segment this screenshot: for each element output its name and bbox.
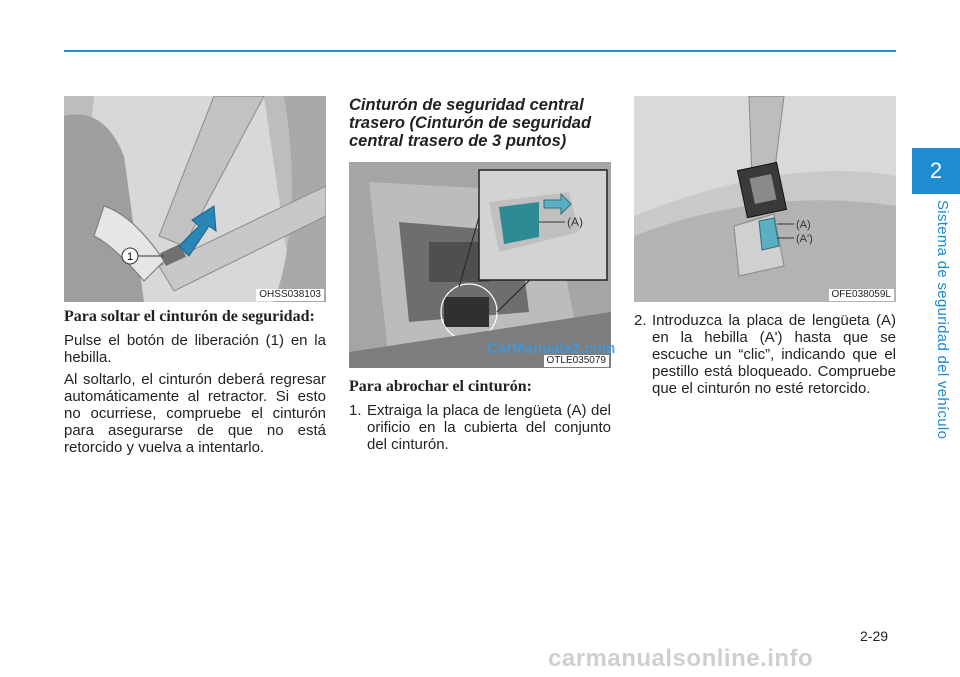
figure-center-belt [349, 162, 611, 368]
figure-belt-release [64, 96, 326, 302]
column-center-belt [349, 96, 611, 453]
section-heading: Cinturón de seguridad central trasero (Cinturón de seguridad central trasero de 3 puntos) [349, 96, 592, 150]
label-a: (A) [796, 219, 811, 231]
column-release [64, 96, 326, 461]
figure-code: OHSS038103 [256, 289, 324, 301]
header-rule [64, 50, 896, 52]
paragraph: Pulse el botón de liberación (1) en la hebilla. [64, 332, 326, 366]
page-number: 2-29 [860, 628, 889, 644]
label-a: (A) [567, 215, 583, 229]
paragraph: Al soltarlo, el cinturón deberá regresar automáticamente al retractor. Si esto no ocurriese, compruebe el cinturón para asegurarse de que no está retorcido y vuelva a intentarlo. [64, 371, 326, 456]
figure-code: OTLE035079 [544, 355, 610, 367]
buckle-illustration [634, 96, 896, 302]
chapter-number: 2 [929, 158, 943, 183]
chapter-tab [912, 148, 960, 194]
figure-buckle [634, 96, 896, 302]
step-number: 1. [349, 402, 362, 419]
watermark-carmanuals2: CarManuals2.com [487, 340, 616, 357]
sub-heading: Para abrochar el cinturón: [349, 378, 532, 395]
belt-release-illustration [64, 96, 326, 302]
callout-1: 1 [126, 251, 134, 263]
chapter-title: Sistema de seguridad del vehículo [934, 200, 951, 440]
step-text: Extraiga la placa de lengüeta (A) del orificio en la cubierta del conjunto del cinturón. [367, 402, 611, 453]
step-text: Introduzca la placa de lengüeta (A) en la hebilla (A') hasta que se escuche un “clic”, indicando que el pestillo está bloqueado. Compruebe que el cinturón no esté retorcido. [652, 312, 896, 397]
figure-code: OFE038059L [829, 289, 895, 301]
center-belt-illustration [349, 162, 611, 368]
step-2 [634, 312, 896, 397]
column-fasten [634, 96, 896, 397]
step-number: 2. [634, 312, 647, 329]
watermark-carmanualsonline[interactable]: carmanualsonline.info [548, 645, 814, 672]
section-heading: Para soltar el cinturón de seguridad: [64, 308, 315, 325]
step-1 [349, 402, 611, 453]
label-a-prime: (A') [796, 233, 813, 245]
